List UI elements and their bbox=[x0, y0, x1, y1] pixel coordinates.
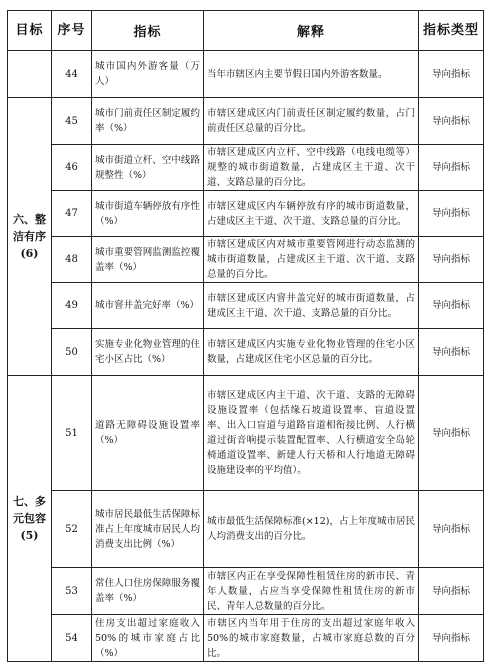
header-type: 指标类型 bbox=[419, 11, 484, 51]
indicator-cell: 住房支出超过家庭收入50%的城市家庭占比（%） bbox=[92, 615, 204, 662]
explanation-cell: 市辖区建成区内主干道、次干道、支路的无障碍设施设置率（包括缘石坡道设置率、盲道设置率、出入口盲道与道路盲道相衔接比例、人行横道过街音响提示装置配置率、人行横道安全岛轮椅通道设置率、新建人行天桥和人行地道无障碍设施建设率的平均值）。 bbox=[204, 376, 419, 491]
indicator-cell: 城市居民最低生活保障标准占上年度城市居民人均消费支出比例（%） bbox=[92, 491, 204, 568]
row-number: 46 bbox=[52, 145, 92, 191]
indicator-cell: 实施专业化物业管理的住宅小区占比（%） bbox=[92, 329, 204, 376]
type-cell: 导向指标 bbox=[419, 98, 484, 145]
indicator-cell: 城市国内外游客量（万人） bbox=[92, 51, 204, 98]
table-row bbox=[8, 376, 484, 491]
row-number: 54 bbox=[52, 615, 92, 662]
table-row bbox=[8, 283, 484, 329]
table-header-row bbox=[8, 11, 484, 51]
row-number: 53 bbox=[52, 568, 92, 615]
type-cell: 导向指标 bbox=[419, 568, 484, 615]
table-row bbox=[8, 191, 484, 237]
indicator-cell: 城市街道立杆、空中线路规整性（%） bbox=[92, 145, 204, 191]
explanation-cell: 市辖区建成区内车辆停放有序的城市街道数量，占建成区主干道、次干道、支路总量的百分比。 bbox=[204, 191, 419, 237]
table-row bbox=[8, 237, 484, 283]
indicator-cell: 道路无障碍设施设置率（%） bbox=[92, 376, 204, 491]
goal-cell-7: 七、多元包容(5) bbox=[8, 376, 52, 662]
explanation-cell: 市辖区建成区内立杆、空中线路（电线电缆等）规整的城市街道数量，占建成区主干道、次干道、支路总量的百分比。 bbox=[204, 145, 419, 191]
explanation-cell: 市辖区内正在享受保障性租赁住房的新市民、青年人数量，占应当享受保障性租赁住房的新市民、青年人总数量的百分比。 bbox=[204, 568, 419, 615]
table-row bbox=[8, 145, 484, 191]
indicator-cell: 城市窨井盖完好率（%） bbox=[92, 283, 204, 329]
explanation-cell: 市辖区建成区内对城市重要管网进行动态监测的城市街道数量，占建成区主干道、次干道、支路总量的百分比。 bbox=[204, 237, 419, 283]
table-row bbox=[8, 329, 484, 376]
row-number: 51 bbox=[52, 376, 92, 491]
table-row bbox=[8, 491, 484, 568]
header-goal: 目标 bbox=[8, 11, 52, 51]
row-number: 52 bbox=[52, 491, 92, 568]
explanation-cell: 市辖区建成区内门前责任区制定履约数量，占门前责任区总量的百分比。 bbox=[204, 98, 419, 145]
header-indicator: 指标 bbox=[92, 11, 204, 51]
type-cell: 导向指标 bbox=[419, 491, 484, 568]
explanation-cell: 市辖区建成区内窨井盖完好的城市街道数量，占建成区主干道、次干道、支路总量的百分比。 bbox=[204, 283, 419, 329]
indicator-cell: 城市门前责任区制定履约率（%） bbox=[92, 98, 204, 145]
type-cell: 导向指标 bbox=[419, 329, 484, 376]
row-number: 48 bbox=[52, 237, 92, 283]
type-cell: 导向指标 bbox=[419, 145, 484, 191]
row-number: 50 bbox=[52, 329, 92, 376]
type-cell: 导向指标 bbox=[419, 191, 484, 237]
indicator-table bbox=[7, 10, 484, 662]
indicator-cell: 常住人口住房保障服务覆盖率（%） bbox=[92, 568, 204, 615]
explanation-cell: 城市最低生活保障标准(×12)，占上年度城市居民人均消费支出的百分比。 bbox=[204, 491, 419, 568]
header-seq: 序号 bbox=[52, 11, 92, 51]
type-cell: 导向指标 bbox=[419, 51, 484, 98]
explanation-cell: 市辖区建成区内实施专业化物业管理的住宅小区数量，占建成区住宅小区总量的百分比。 bbox=[204, 329, 419, 376]
explanation-cell: 当年市辖区内主要节假日国内外游客数量。 bbox=[204, 51, 419, 98]
explanation-cell: 市辖区内当年用于住房的支出超过家庭年收入50%的城市家庭数量，占城市家庭总数的百分比。 bbox=[204, 615, 419, 662]
indicator-cell: 城市重要管网监测监控覆盖率（%） bbox=[92, 237, 204, 283]
goal-cell-empty bbox=[8, 51, 52, 98]
type-cell: 导向指标 bbox=[419, 283, 484, 329]
table-row bbox=[8, 568, 484, 615]
type-cell: 导向指标 bbox=[419, 376, 484, 491]
row-number: 49 bbox=[52, 283, 92, 329]
table-row bbox=[8, 615, 484, 662]
indicator-cell: 城市街道车辆停放有序性（%） bbox=[92, 191, 204, 237]
table-row bbox=[8, 51, 484, 98]
type-cell: 导向指标 bbox=[419, 615, 484, 662]
row-number: 44 bbox=[52, 51, 92, 98]
row-number: 45 bbox=[52, 98, 92, 145]
table-row bbox=[8, 98, 484, 145]
header-explanation: 解释 bbox=[204, 11, 419, 51]
row-number: 47 bbox=[52, 191, 92, 237]
goal-cell-6: 六、整洁有序(6) bbox=[8, 98, 52, 376]
type-cell: 导向指标 bbox=[419, 237, 484, 283]
